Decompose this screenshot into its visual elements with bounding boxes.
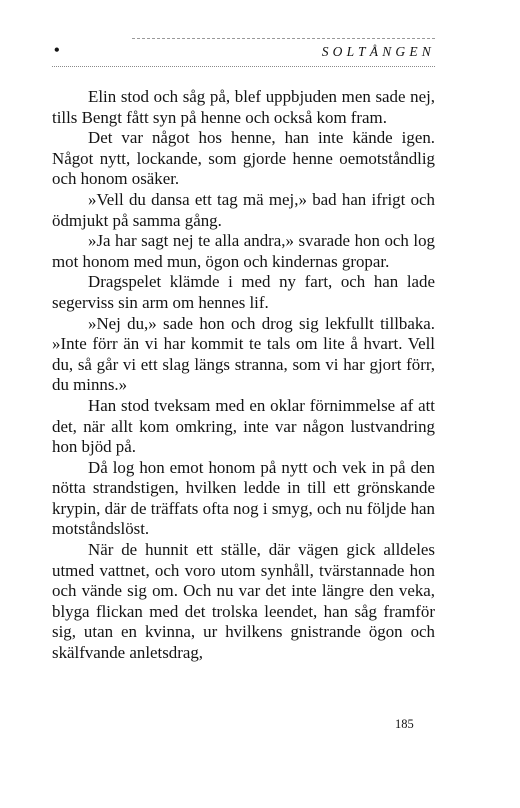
page-number: 185 [395,717,414,731]
paragraph: »Vell du dansa ett tag mä mej,» bad han ifrigt och ödmjukt på samma gång. [52,189,435,230]
paragraph: Det var något hos henne, han inte kände igen. Något nytt, lockande, som gjorde henne oemotståndlig och honom osäker. [52,128,435,189]
page-header [52,38,435,68]
paragraph: Elin stod och såg på, blef uppbjuden men sade nej, tills Bengt fått syn på henne och också kom fram. [52,87,435,127]
header-bullet: • [54,42,60,59]
paragraph: »Nej du,» sade hon och drog sig lekfullt tillbaka. »Inte förr än vi har kommit te tals om lite å hvart. Vell du, så går vi ett slag längs stranna, som vi har gjort förr, du minns.» [52,313,435,395]
body-text [52,87,435,664]
paragraph: Han stod tveksam med en oklar förnimmelse af att det, när allt kom omkring, inte var någon lustvandring hon bjöd på. [52,395,435,457]
paragraph: »Ja har sagt nej te alla andra,» svarade hon och log mot honom med mun, ögon och kindernas gropar. [52,231,435,271]
paragraph: Då log hon emot honom på nytt och vek in på den nötta strandstigen, hvilken ledde in till ett grönskande krypin, där de träffats ofta nog i smyg, och nu följde han motståndslöst. [52,457,435,539]
header-rule [52,66,435,67]
running-title: SOLTÅNGEN [321,44,435,59]
paragraph: Dragspelet klämde i med ny fart, och han lade segerviss sin arm om hennes lif. [52,272,435,312]
paragraph: När de hunnit ett ställe, där vägen gick alldeles utmed vattnet, och voro utom synhåll, tvärstannade hon och vände sig om. Och nu var det inte längre den veka, blyga flickan med det trolska leendet, han såg framför sig, utan en kvinna, ur hvilkens gnistrande ögon och skälfvande anletsdrag, [52,540,435,663]
header-top-rule [132,38,435,39]
